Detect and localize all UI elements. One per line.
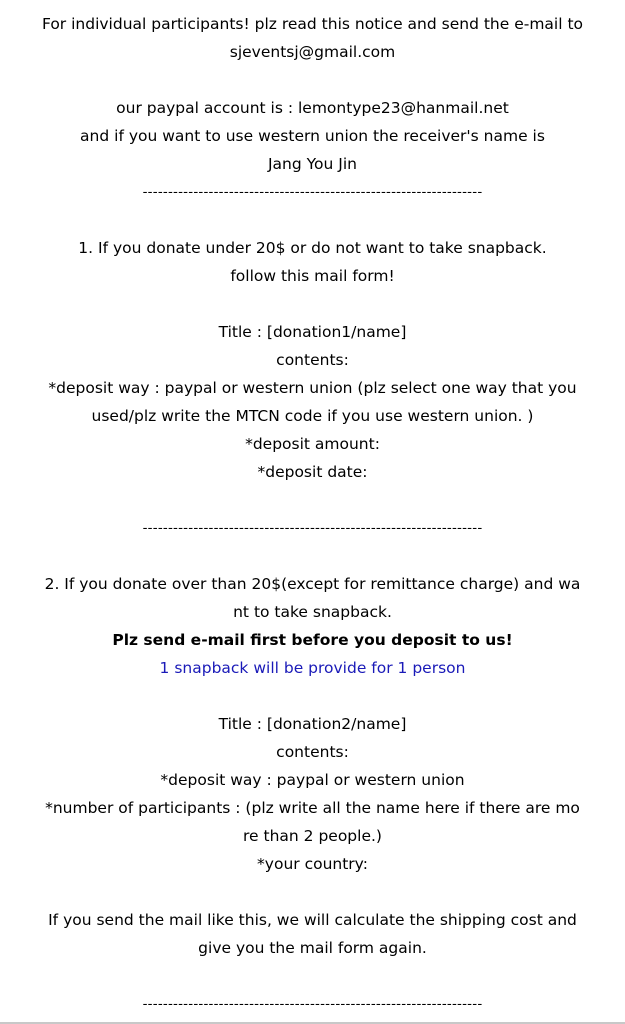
section1-contents-label: contents: <box>276 351 349 369</box>
section2-snapback-note: 1 snapback will be provide for 1 person <box>159 659 466 677</box>
western-union-receiver: Jang You Jin <box>267 155 357 173</box>
spacer <box>0 542 625 570</box>
spacer <box>0 290 625 318</box>
divider-2: ------------------------------------------------------------------- <box>142 520 483 536</box>
section1-deposit-way-line-1: *deposit way : paypal or western union (plz select one way that you <box>48 379 577 397</box>
section2-heading-line-2: nt to take snapback. <box>233 603 392 621</box>
section1-heading-line-2: follow this mail form! <box>230 267 395 285</box>
closing-line-2: give you the mail form again. <box>198 939 427 957</box>
section1-deposit-way-line-2: used/plz write the MTCN code if you use western union. ) <box>91 407 534 425</box>
section1-heading-line-1: 1. If you donate under 20$ or do not want to take snapback. <box>78 239 547 257</box>
closing-line-1: If you send the mail like this, we will calculate the shipping cost and <box>48 911 577 929</box>
spacer <box>0 486 625 514</box>
western-union-line-1: and if you want to use western union the receiver's name is <box>80 127 545 145</box>
section1-deposit-amount: *deposit amount: <box>245 435 380 453</box>
section2-participants-line-1: *number of participants : (plz write all the name here if there are mo <box>45 799 580 817</box>
spacer <box>0 962 625 990</box>
section1-title-format: Title : [donation1/name] <box>218 323 407 341</box>
section1-deposit-date: *deposit date: <box>257 463 368 481</box>
section2-title-format: Title : [donation2/name] <box>218 715 407 733</box>
section2-contents-label: contents: <box>276 743 349 761</box>
section2-deposit-way: *deposit way : paypal or western union <box>160 771 465 789</box>
divider-3: ------------------------------------------------------------------- <box>142 996 483 1012</box>
spacer <box>0 682 625 710</box>
spacer <box>0 66 625 94</box>
section2-country: *your country: <box>257 855 368 873</box>
divider-1: ------------------------------------------------------------------- <box>142 184 483 200</box>
contact-email: sjeventsj@gmail.com <box>229 43 396 61</box>
section2-participants-line-2: re than 2 people.) <box>243 827 382 845</box>
notice-document <box>0 10 625 1018</box>
section2-warning: Plz send e-mail first before you deposit to us! <box>112 631 513 649</box>
spacer <box>0 878 625 906</box>
paypal-account-line: our paypal account is : lemontype23@hanmail.net <box>116 99 509 117</box>
intro-line-1: For individual participants! plz read this notice and send the e-mail to <box>41 15 584 33</box>
section2-heading-line-1: 2. If you donate over than 20$(except for remittance charge) and wa <box>44 575 581 593</box>
spacer <box>0 206 625 234</box>
